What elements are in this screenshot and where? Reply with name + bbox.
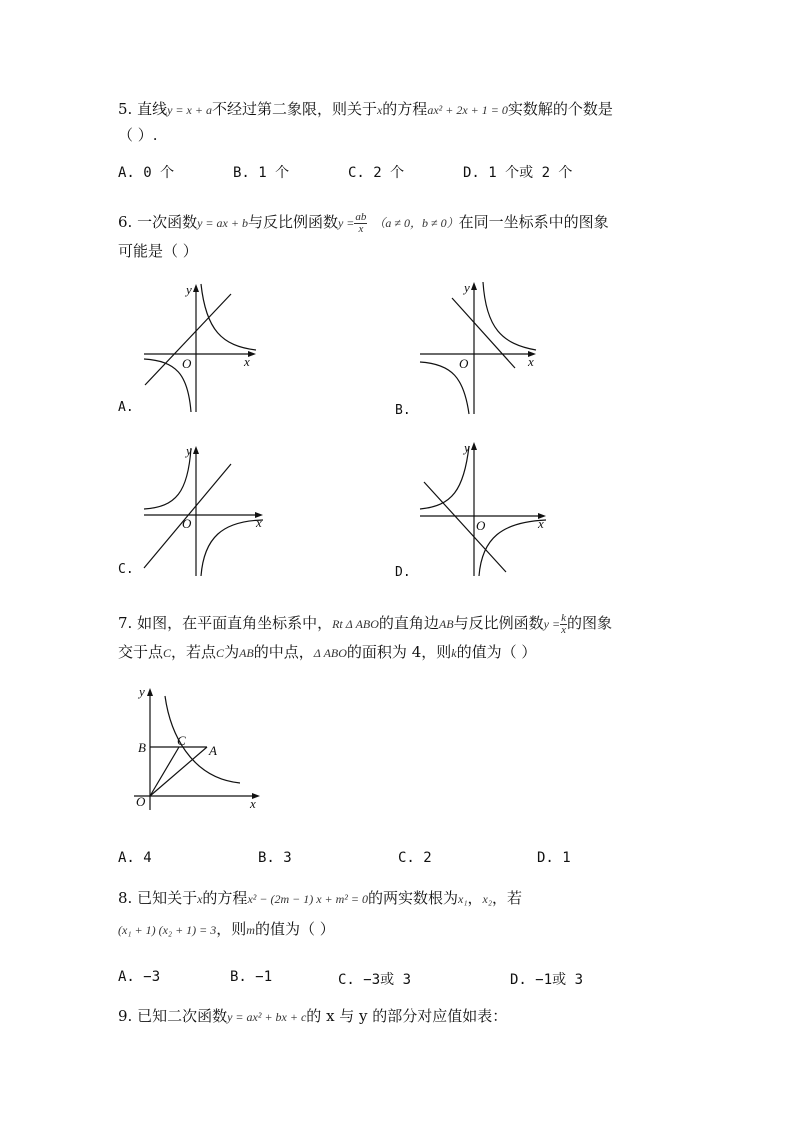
- q8-option-a: A. −3: [118, 969, 161, 985]
- label-c: C: [177, 733, 186, 748]
- q6-graph-b: [418, 280, 543, 416]
- q6-fraction: [354, 212, 367, 235]
- q6-graph-c: [140, 442, 270, 578]
- hyperbola-q1: [483, 282, 536, 350]
- q7-mid: 的直角边: [378, 614, 439, 632]
- q5-option-b: B. 1 个: [233, 165, 290, 181]
- q8-text: ，则: [216, 920, 247, 938]
- q7-triangle-2: Δ ABO: [313, 646, 347, 660]
- q8-sep: ，: [467, 889, 483, 907]
- q7-text-a: 交于点: [118, 643, 164, 661]
- line: [424, 482, 506, 572]
- q5-suffix: 实数解的个数是: [507, 100, 613, 118]
- q7-text-b: ，若点: [171, 643, 217, 661]
- q5-line1: [118, 99, 613, 120]
- y-label: y: [464, 440, 470, 455]
- q6-label-d: D.: [395, 565, 411, 580]
- q7-ab: AB: [438, 617, 454, 631]
- q6-graph-d: [418, 440, 553, 578]
- q6-label-c: C.: [118, 562, 134, 577]
- q6-suffix: 在同一坐标系中的图象: [458, 213, 609, 231]
- q8-text-b: 的值为（ ）: [254, 920, 335, 938]
- q6-label-b: B.: [395, 403, 411, 418]
- q5-option-a: A. 0 个: [118, 165, 175, 181]
- q7-point-c-2: C: [216, 646, 225, 660]
- q7-suffix: 的图象: [566, 614, 612, 632]
- q8-m: m: [246, 923, 255, 937]
- q6-mid: 与反比例函数: [247, 213, 338, 231]
- line: [145, 294, 231, 385]
- q6-line2: 可能是（ ）: [118, 242, 198, 260]
- q8-condition: (x₁ + 1) (x₂ + 1) = 3: [118, 923, 217, 937]
- q7-option-a: A. 4: [118, 850, 152, 866]
- q8-option-b: B. −1: [230, 969, 273, 985]
- origin-label: O: [182, 356, 192, 371]
- q6-frac-den: x: [358, 222, 364, 235]
- label-a: A: [209, 743, 217, 758]
- x-label: x: [244, 354, 250, 369]
- q7-text-d: 的中点，: [253, 643, 314, 661]
- q9-equation: y = ax² + bx + c: [227, 1010, 307, 1024]
- y-arrow: [471, 282, 477, 290]
- q5-prefix: 5. 直线: [118, 100, 168, 118]
- x-label: x: [256, 515, 262, 530]
- q7-fraction: [560, 613, 567, 636]
- label-o: O: [136, 794, 146, 809]
- q6-cond: （a ≠ 0，b ≠ 0）: [373, 216, 459, 230]
- q6-label-a: A.: [118, 400, 134, 415]
- q8-root1: x₁: [458, 892, 468, 906]
- hyperbola-q4: [201, 520, 263, 576]
- q9-text: 的 x 与 y 的部分对应值如表：: [306, 1007, 508, 1025]
- q6-prefix: 6. 一次函数: [118, 213, 198, 231]
- q7-option-c: C. 2: [398, 850, 432, 866]
- q6-line1: [118, 208, 609, 236]
- q6-eq-lhs: y =: [337, 216, 355, 230]
- hyperbola-q4: [479, 520, 546, 576]
- q7-line1: [118, 609, 612, 637]
- hyperbola-q2: [144, 448, 191, 509]
- q7-line2: [118, 642, 536, 663]
- q8-suffix: ，若: [492, 889, 523, 907]
- label-x: x: [250, 796, 256, 811]
- q7-text-c: 为: [224, 643, 240, 661]
- q8-equation: x² − (2m − 1) x + m² = 0: [247, 892, 368, 906]
- origin-label: O: [459, 356, 469, 371]
- q7-mid2: 与反比例函数: [453, 614, 544, 632]
- segment-oc: [150, 747, 179, 796]
- q7-frac-den: x: [561, 623, 566, 636]
- q7-text-f: 的值为（ ）: [456, 643, 537, 661]
- q8-line1: [118, 888, 522, 909]
- q5-eq-line: y = x + a: [167, 103, 212, 117]
- x-label: x: [538, 516, 544, 531]
- q9-prefix: 9. 已知二次函数: [118, 1007, 228, 1025]
- hyperbola-q2: [420, 446, 469, 509]
- y-arrow: [471, 442, 477, 450]
- q8-root2: x₂: [482, 892, 493, 906]
- q6-frac-num: ab: [355, 210, 367, 223]
- segment-oa: [150, 747, 207, 796]
- q5-eq-quad: ax² + 2x + 1 = 0: [427, 103, 508, 117]
- q7-prefix: 7. 如图，在平面直角坐标系中，: [118, 614, 333, 632]
- x-label: x: [528, 354, 534, 369]
- q8-mid2: 的两实数根为: [368, 889, 459, 907]
- q8-option-d: D. −1或 3: [510, 972, 584, 988]
- q5-var: x: [376, 103, 383, 117]
- y-arrow: [193, 284, 199, 292]
- q7-eq-lhs: y =: [543, 617, 561, 631]
- label-b: B: [138, 740, 146, 755]
- q5-mid2: 的方程: [382, 100, 428, 118]
- y-label: y: [186, 282, 192, 297]
- q9-line1: [118, 1006, 507, 1027]
- q6-eq-linear: y = ax + b: [197, 216, 248, 230]
- origin-label: O: [476, 518, 486, 533]
- q7-triangle: Rt Δ ABO: [332, 617, 379, 631]
- y-arrow: [193, 446, 199, 454]
- q8-prefix: 8. 已知关于: [118, 889, 198, 907]
- q7-point-c: C: [163, 646, 172, 660]
- q8-line2: [118, 919, 335, 940]
- q8-mid: 的方程: [202, 889, 248, 907]
- y-label: y: [464, 280, 470, 295]
- q5-line2: （ ）.: [118, 126, 158, 144]
- q5-mid: 不经过第二象限，则关于: [211, 100, 377, 118]
- q8-var: x: [197, 892, 203, 906]
- y-arrow: [147, 688, 153, 696]
- label-y: y: [139, 684, 145, 699]
- q5-option-d: D. 1 个或 2 个: [463, 165, 573, 181]
- q7-ab-2: AB: [239, 646, 254, 660]
- origin-label: O: [182, 516, 192, 531]
- q7-frac-num: k: [561, 611, 566, 624]
- q7-k: k: [451, 646, 457, 660]
- q7-figure: [130, 684, 265, 814]
- q7-text-e: 的面积为 4，则: [346, 643, 452, 661]
- q8-option-c: C. −3或 3: [338, 972, 412, 988]
- q6-graph-a: [140, 282, 265, 414]
- q5-option-c: C. 2 个: [348, 165, 405, 181]
- y-label: y: [186, 443, 192, 458]
- q7-option-d: D. 1: [537, 850, 571, 866]
- q7-option-b: B. 3: [258, 850, 292, 866]
